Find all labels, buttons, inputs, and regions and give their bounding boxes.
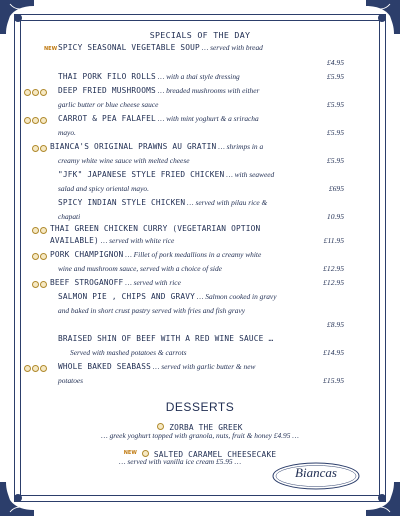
item-description: … served with white rice [100,236,175,245]
corner-ornament-icon [0,0,34,34]
item-price: £11.95 [323,236,344,245]
item-name: THAI GREEN CHICKEN CURRY (VEGETARIAN OPTION [50,224,261,233]
dietary-badges-icon [32,252,48,260]
item-name: SPICY SEASONAL VEGETABLE SOUP [58,43,200,52]
item-description: salad and spicy oriental mayo. [58,184,149,193]
item-name: "JFK" JAPANESE STYLE FRIED CHICKEN [58,170,225,179]
item-description: … shrimps in a [218,142,264,151]
item-description: Served with mashed potatoes & carrots [70,348,187,357]
item-price: £4.95 [326,58,344,67]
item-name: SPICY INDIAN STYLE CHICKEN [58,198,186,207]
item-description: … served with bread [201,43,263,52]
dietary-badges-icon [24,364,48,372]
item-price: 10.95 [326,212,344,221]
dessert-price: £5.95 … [215,457,242,466]
new-badge-icon: NEW [44,46,58,53]
item-description: mayo. [58,128,76,137]
item-description: wine and mushroom sauce, served with a choice of side [58,264,222,273]
item-price: £5.95 [326,72,344,81]
item-description: … with seaweed [226,170,275,179]
logo-text: Biancas [295,465,337,480]
dessert-description: … served with vanilla ice cream [118,457,215,466]
item-description: … served with pilau rice & [187,198,268,207]
page-title: SPECIALS OF THE DAY [149,30,251,40]
item-price: £5.95 [326,128,344,137]
item-name: SALMON PIE , CHIPS AND GRAVY [58,292,196,301]
item-description: and baked in short crust pastry served with fries and fish gravy [58,306,246,315]
item-description: … with a thai style dressing [157,72,240,81]
dietary-badge-icon [157,423,164,430]
item-name: BRAISED SHIN OF BEEF WITH A RED WINE SAUCE … [58,334,274,343]
item-description: … breaded mushrooms with either [157,86,260,95]
item-description: … served with rice [125,278,181,287]
item-price: £5.95 [326,100,344,109]
item-price: £8.95 [326,320,344,329]
item-description: garlic butter or blue cheese sauce [58,100,159,109]
new-badge-icon: NEW [123,450,137,457]
item-name: DEEP FRIED MUSHROOMS [58,86,156,95]
item-price: £12.95 [323,278,344,287]
item-description: potatoes [58,376,84,385]
dessert-description: … greek yoghurt topped with granola, nuts, fruit & honey [101,431,272,440]
corner-ornament-icon [366,0,400,34]
dessert-description-line [0,431,400,440]
dietary-badges-icon [32,280,48,288]
desserts-heading: DESSERTS [165,400,235,414]
item-name: BEEF STROGANOFF [50,278,124,287]
item-name: PORK CHAMPIGNON [50,250,124,259]
corner-ornament-icon [0,482,34,516]
dietary-badges-icon [32,144,48,152]
item-name: BIANCA'S ORIGINAL PRAWNS AU GRATIN [50,142,217,151]
item-price: £12.95 [323,264,344,273]
dessert-price: £4.95 … [273,431,299,440]
item-name: THAI PORK FILO ROLLS [58,72,156,81]
item-name: CARROT & PEA FALAFEL [58,114,156,123]
item-name-continued: AVAILABLE) [50,236,99,245]
item-price: £15.95 [323,376,344,385]
item-price: £14.95 [323,348,344,357]
item-price: £695 [328,184,344,193]
corner-ornament-icon [366,482,400,516]
item-description: … Fillet of pork medallions in a creamy white [125,250,262,259]
dessert-name: ZORBA THE GREEK [169,423,243,432]
item-name: WHOLE BAKED SEABASS [58,362,151,371]
dietary-badge-icon [142,450,149,457]
item-description: chapati [58,212,81,221]
dietary-badges-icon [24,88,48,96]
item-description: … served with garlic butter & new [152,362,256,371]
item-description: creamy white wine sauce with melted cheese [58,156,190,165]
dietary-badges-icon [24,116,48,124]
dietary-badges-icon [32,226,48,234]
item-price: £5.95 [326,156,344,165]
dessert-name: SALTED CARAMEL CHEESECAKE [153,450,277,459]
item-description: … with mint yoghurt & a sriracha [157,114,259,123]
item-description: … Salmon cooked in gravy [196,292,277,301]
